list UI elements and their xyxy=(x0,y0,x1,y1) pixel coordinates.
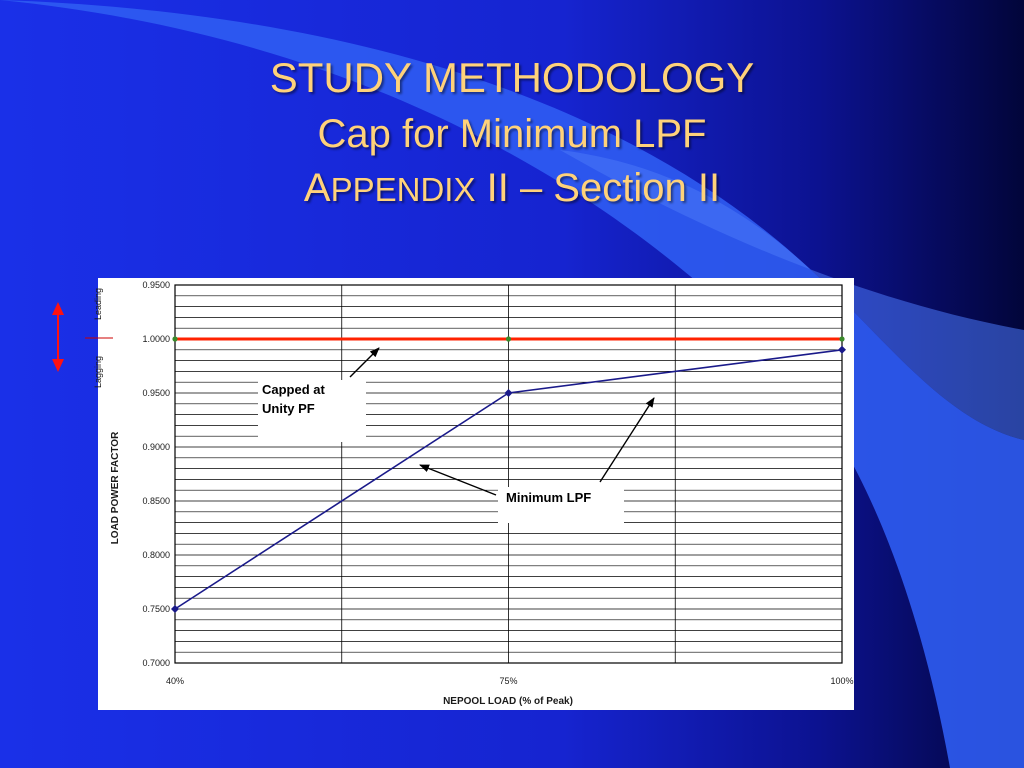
slide-title: STUDY METHODOLOGY xyxy=(269,54,755,101)
x-tick-label: 40% xyxy=(165,676,185,686)
leading-lagging-arrow xyxy=(52,302,64,372)
slide-subtitle: Cap for Minimum LPF xyxy=(317,112,707,156)
cap-point xyxy=(172,336,177,341)
y-tick-label: 0.7500 xyxy=(142,604,170,614)
y-tick-label: 1.0000 xyxy=(142,334,170,344)
leading-label: Leading xyxy=(93,287,103,321)
y-tick-label: 0.9000 xyxy=(142,442,170,452)
x-tick-label: 100% xyxy=(830,676,854,686)
y-tick-label: 0.9500 xyxy=(142,388,170,398)
callout-capped-line1: Capped at xyxy=(262,382,325,397)
section-title-rest: II – Section II xyxy=(475,166,721,210)
y-tick-label: 0.8500 xyxy=(142,496,170,506)
callout-capped-line2: Unity PF xyxy=(262,401,315,416)
section-title-initial: A xyxy=(303,166,331,210)
y-tick-label: 0.7000 xyxy=(142,658,170,668)
section-title-smallcaps: PPENDIX xyxy=(330,171,476,208)
y-tick-label: 0.8000 xyxy=(142,550,170,560)
chart-area-background xyxy=(98,278,854,710)
x-axis-title: NEPOOL LOAD (% of Peak) xyxy=(443,696,573,707)
cap-point xyxy=(839,336,844,341)
cap-point xyxy=(506,336,511,341)
y-tick-label: 0.9500 xyxy=(142,280,170,290)
callout-capped-at-unity xyxy=(258,380,366,442)
y-axis-title: LOAD POWER FACTOR xyxy=(110,431,121,545)
lagging-label: Lagging xyxy=(93,355,103,389)
callout-minimum-lpf xyxy=(498,487,624,523)
x-tick-label: 75% xyxy=(499,676,518,686)
callout-minimum-lpf-text: Minimum LPF xyxy=(506,490,592,505)
